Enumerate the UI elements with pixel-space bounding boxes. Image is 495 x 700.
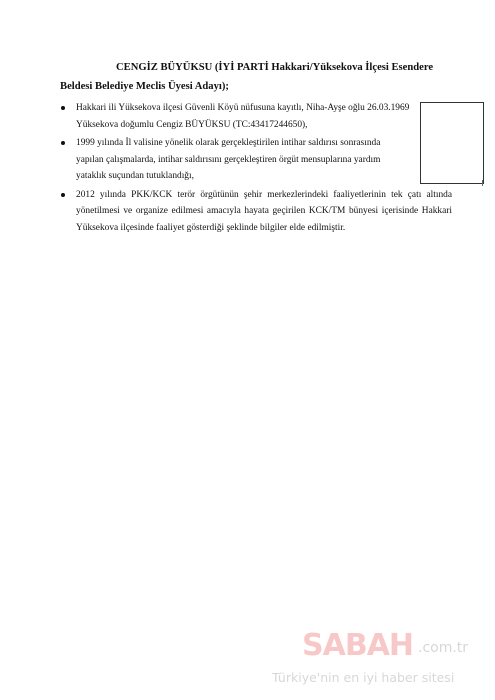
list-item-text: Hakkari ili Yüksekova ilçesi Güvenli Köyü nüfusuna kayıtlı, Niha-Ayşe oğlu 26.03.1969 Yüksekova doğumlu Cengiz BÜYÜKSU (TC:43417244650), <box>76 103 410 130</box>
watermark-domain: .com.tr <box>418 640 469 656</box>
list-item <box>60 187 452 237</box>
bullet-list <box>60 100 452 238</box>
photo-box-mark <box>482 180 483 186</box>
document-title <box>60 58 440 96</box>
title-line-1: CENGİZ BÜYÜKSU (İYİ PARTİ Hakkari/Yüksekova İlçesi Esendere <box>116 62 434 73</box>
bullet-icon <box>61 106 65 110</box>
bullet-icon <box>61 141 65 145</box>
list-item <box>60 100 410 133</box>
sabah-watermark <box>268 628 488 694</box>
watermark-slogan: Türkiye'nin en iyi haber sitesi <box>272 670 455 685</box>
photo-placeholder <box>420 102 484 184</box>
bullet-icon <box>61 193 65 197</box>
title-line-2: Beldesi Belediye Meclis Üyesi Adayı); <box>60 81 229 92</box>
list-item-text: 2012 yılında PKK/KCK terör örgütünün şehir merkezlerindeki faaliyetlerinin tek çatı altında yönetilmesi ve organize edilmesi amacıyla hayata geçirilen KCK/TM bünyesi içerisinde Hakkari Yüksekova ilçesinde faaliyet gösterdiği şeklinde bilgiler elde edilmiştir. <box>76 189 452 233</box>
list-item-text: 1999 yılında İl valisine yönelik olarak gerçekleştirilen intihar saldırısı sonrasında yapılan çalışmalarda, intihar saldırısını gerçekleştiren örgüt mensuplarına yardım yataklık suçundan tutuklandığı, <box>76 138 381 181</box>
watermark-brand: SABAH <box>302 628 414 663</box>
list-item <box>60 135 410 185</box>
